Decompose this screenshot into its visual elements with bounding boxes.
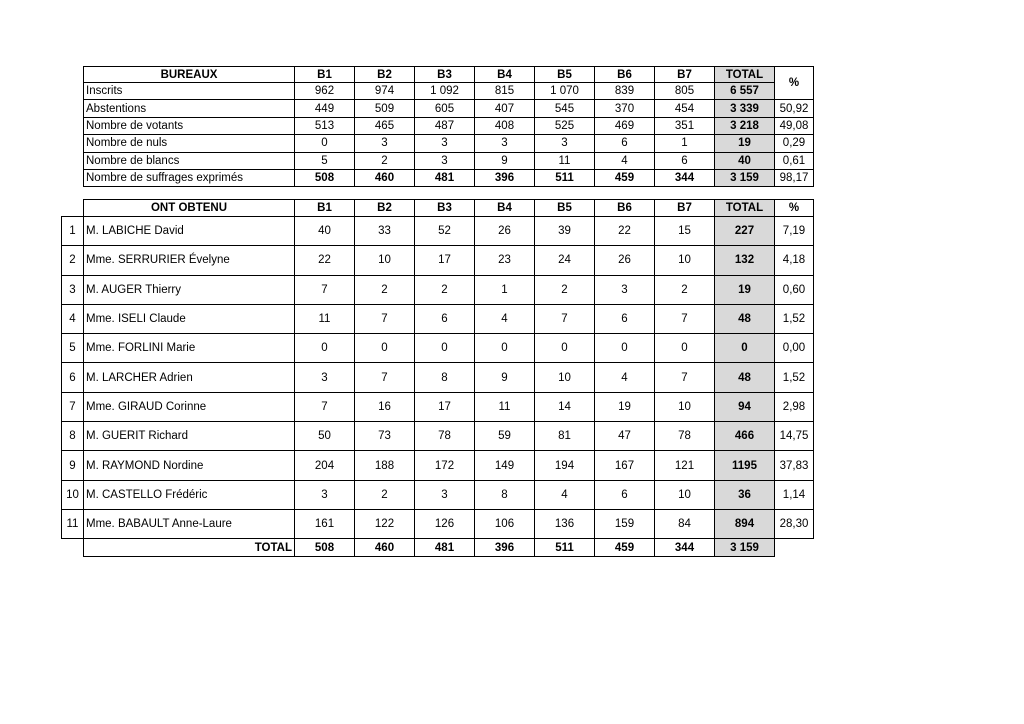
candidate-row <box>62 480 814 509</box>
candidate-name: M. GUERIT Richard <box>84 422 295 451</box>
candidate-number: 10 <box>62 480 84 509</box>
row-label: Inscrits <box>84 83 295 100</box>
bureaux-header-label: BUREAUX <box>84 67 295 83</box>
total-row-cell: 511 <box>535 539 595 557</box>
vote-cell: 26 <box>475 217 535 246</box>
candidate-number: 1 <box>62 217 84 246</box>
total-cell: 3 339 <box>715 100 775 117</box>
bureaux-row <box>84 83 814 100</box>
bureaux-row <box>84 169 814 186</box>
total-cell: 36 <box>715 480 775 509</box>
candidate-row <box>62 217 814 246</box>
table-cell: 511 <box>535 169 595 186</box>
total-cell: 1195 <box>715 451 775 480</box>
vote-cell: 26 <box>595 246 655 275</box>
candidate-number: 3 <box>62 275 84 304</box>
total-cell: 19 <box>715 275 775 304</box>
candidate-name: Mme. GIRAUD Corinne <box>84 392 295 421</box>
table-cell: 508 <box>295 169 355 186</box>
percent-cell: 50,92 <box>775 100 814 117</box>
column-header: B2 <box>355 200 415 217</box>
total-cell: 19 <box>715 135 775 152</box>
bureaux-row <box>84 117 814 134</box>
candidate-name: M. RAYMOND Nordine <box>84 451 295 480</box>
candidate-number: 6 <box>62 363 84 392</box>
vote-cell: 167 <box>595 451 655 480</box>
table-cell: 0 <box>295 135 355 152</box>
vote-cell: 11 <box>295 304 355 333</box>
vote-cell: 15 <box>655 217 715 246</box>
vote-cell: 39 <box>535 217 595 246</box>
vote-cell: 19 <box>595 392 655 421</box>
column-header: B7 <box>655 67 715 83</box>
table-cell: 974 <box>355 83 415 100</box>
row-label: Abstentions <box>84 100 295 117</box>
vote-cell: 7 <box>655 363 715 392</box>
spacer-cell <box>62 200 84 217</box>
table-cell: 469 <box>595 117 655 134</box>
vote-cell: 2 <box>655 275 715 304</box>
table-cell: 509 <box>355 100 415 117</box>
vote-cell: 73 <box>355 422 415 451</box>
vote-cell: 6 <box>595 304 655 333</box>
total-row-label: TOTAL <box>84 539 295 557</box>
candidate-number: 7 <box>62 392 84 421</box>
vote-cell: 3 <box>415 480 475 509</box>
vote-cell: 7 <box>295 392 355 421</box>
row-label: Nombre de votants <box>84 117 295 134</box>
table-cell: 11 <box>535 152 595 169</box>
candidate-row <box>62 363 814 392</box>
table-cell: 454 <box>655 100 715 117</box>
table-cell: 481 <box>415 169 475 186</box>
vote-cell: 52 <box>415 217 475 246</box>
candidate-number: 5 <box>62 334 84 363</box>
vote-cell: 0 <box>355 334 415 363</box>
total-cell: 94 <box>715 392 775 421</box>
column-header: B4 <box>475 200 535 217</box>
table-cell: 396 <box>475 169 535 186</box>
vote-cell: 24 <box>535 246 595 275</box>
vote-cell: 188 <box>355 451 415 480</box>
table-cell: 1 <box>655 135 715 152</box>
table-cell: 487 <box>415 117 475 134</box>
candidate-row <box>62 392 814 421</box>
total-cell: 48 <box>715 304 775 333</box>
table-cell: 805 <box>655 83 715 100</box>
table-cell: 839 <box>595 83 655 100</box>
candidate-number: 8 <box>62 422 84 451</box>
vote-cell: 17 <box>415 392 475 421</box>
vote-cell: 3 <box>595 275 655 304</box>
percent-cell: 1,14 <box>775 480 814 509</box>
vote-cell: 0 <box>655 334 715 363</box>
percent-column-header: % <box>775 67 814 100</box>
vote-cell: 23 <box>475 246 535 275</box>
spacer-cell <box>62 539 84 557</box>
percent-cell: 2,98 <box>775 392 814 421</box>
total-row-cell: 344 <box>655 539 715 557</box>
total-cell: 466 <box>715 422 775 451</box>
vote-cell: 22 <box>295 246 355 275</box>
column-header: B6 <box>595 200 655 217</box>
vote-cell: 7 <box>295 275 355 304</box>
vote-cell: 0 <box>535 334 595 363</box>
vote-cell: 3 <box>295 480 355 509</box>
column-header: B2 <box>355 67 415 83</box>
vote-cell: 159 <box>595 509 655 538</box>
vote-cell: 7 <box>655 304 715 333</box>
percent-cell: 0,60 <box>775 275 814 304</box>
vote-cell: 1 <box>475 275 535 304</box>
table-cell: 407 <box>475 100 535 117</box>
vote-cell: 10 <box>535 363 595 392</box>
vote-cell: 8 <box>475 480 535 509</box>
table-cell: 5 <box>295 152 355 169</box>
vote-cell: 4 <box>535 480 595 509</box>
vote-cell: 84 <box>655 509 715 538</box>
vote-cell: 2 <box>415 275 475 304</box>
vote-cell: 0 <box>475 334 535 363</box>
total-cell: 132 <box>715 246 775 275</box>
vote-cell: 204 <box>295 451 355 480</box>
table-cell: 408 <box>475 117 535 134</box>
table-cell: 3 <box>415 152 475 169</box>
table-cell: 2 <box>355 152 415 169</box>
total-cell: 3 218 <box>715 117 775 134</box>
vote-cell: 172 <box>415 451 475 480</box>
percent-cell: 28,30 <box>775 509 814 538</box>
candidate-row <box>62 304 814 333</box>
table-cell: 449 <box>295 100 355 117</box>
vote-cell: 47 <box>595 422 655 451</box>
vote-cell: 14 <box>535 392 595 421</box>
table-cell: 525 <box>535 117 595 134</box>
column-header: B3 <box>415 200 475 217</box>
column-header: B1 <box>295 67 355 83</box>
candidate-number: 2 <box>62 246 84 275</box>
percent-cell: 37,83 <box>775 451 814 480</box>
vote-cell: 22 <box>595 217 655 246</box>
vote-cell: 78 <box>415 422 475 451</box>
total-cell: 894 <box>715 509 775 538</box>
table-cell: 815 <box>475 83 535 100</box>
percent-cell: 98,17 <box>775 169 814 186</box>
vote-cell: 194 <box>535 451 595 480</box>
vote-cell: 121 <box>655 451 715 480</box>
table-cell: 3 <box>535 135 595 152</box>
vote-cell: 10 <box>655 480 715 509</box>
table-cell: 3 <box>415 135 475 152</box>
bureaux-table <box>83 66 814 187</box>
candidate-name: M. CASTELLO Frédéric <box>84 480 295 509</box>
table-cell: 545 <box>535 100 595 117</box>
candidate-row <box>62 334 814 363</box>
vote-cell: 7 <box>535 304 595 333</box>
vote-cell: 10 <box>655 246 715 275</box>
total-row-cell: 459 <box>595 539 655 557</box>
total-row-cell: 396 <box>475 539 535 557</box>
vote-cell: 2 <box>535 275 595 304</box>
vote-cell: 0 <box>295 334 355 363</box>
vote-cell: 16 <box>355 392 415 421</box>
bureaux-row <box>84 135 814 152</box>
table-cell: 605 <box>415 100 475 117</box>
vote-cell: 2 <box>355 480 415 509</box>
row-label: Nombre de suffrages exprimés <box>84 169 295 186</box>
vote-cell: 4 <box>475 304 535 333</box>
bureaux-header-row <box>84 67 814 83</box>
column-header: B5 <box>535 67 595 83</box>
table-cell: 3 <box>355 135 415 152</box>
total-cell: 3 159 <box>715 169 775 186</box>
table-cell: 344 <box>655 169 715 186</box>
total-cell: 40 <box>715 152 775 169</box>
grand-total-cell: 3 159 <box>715 539 775 557</box>
column-header: B3 <box>415 67 475 83</box>
vote-cell: 33 <box>355 217 415 246</box>
table-cell: 370 <box>595 100 655 117</box>
candidate-number: 4 <box>62 304 84 333</box>
results-header-row <box>62 200 814 217</box>
vote-cell: 11 <box>475 392 535 421</box>
table-cell: 3 <box>475 135 535 152</box>
candidate-row <box>62 246 814 275</box>
vote-cell: 8 <box>415 363 475 392</box>
table-cell: 465 <box>355 117 415 134</box>
column-header: B6 <box>595 67 655 83</box>
column-header: B1 <box>295 200 355 217</box>
percent-cell: 4,18 <box>775 246 814 275</box>
results-table <box>61 199 814 557</box>
vote-cell: 136 <box>535 509 595 538</box>
vote-cell: 78 <box>655 422 715 451</box>
percent-cell: 7,19 <box>775 217 814 246</box>
vote-cell: 7 <box>355 363 415 392</box>
vote-cell: 10 <box>655 392 715 421</box>
table-cell: 460 <box>355 169 415 186</box>
bureaux-row <box>84 152 814 169</box>
candidate-name: M. LARCHER Adrien <box>84 363 295 392</box>
vote-cell: 161 <box>295 509 355 538</box>
table-cell: 6 <box>595 135 655 152</box>
vote-cell: 9 <box>475 363 535 392</box>
vote-cell: 40 <box>295 217 355 246</box>
percent-cell: 0,29 <box>775 135 814 152</box>
total-cell: 48 <box>715 363 775 392</box>
candidate-row <box>62 422 814 451</box>
vote-cell: 6 <box>415 304 475 333</box>
vote-cell: 81 <box>535 422 595 451</box>
vote-cell: 0 <box>595 334 655 363</box>
candidate-name: M. AUGER Thierry <box>84 275 295 304</box>
candidate-number: 9 <box>62 451 84 480</box>
table-cell: 6 <box>655 152 715 169</box>
candidate-name: Mme. ISELI Claude <box>84 304 295 333</box>
vote-cell: 3 <box>295 363 355 392</box>
vote-cell: 2 <box>355 275 415 304</box>
column-header: B5 <box>535 200 595 217</box>
vote-cell: 17 <box>415 246 475 275</box>
total-row-cell: 508 <box>295 539 355 557</box>
table-cell: 4 <box>595 152 655 169</box>
candidate-name: Mme. BABAULT Anne-Laure <box>84 509 295 538</box>
percent-cell: 1,52 <box>775 363 814 392</box>
row-label: Nombre de blancs <box>84 152 295 169</box>
percent-cell: 1,52 <box>775 304 814 333</box>
results-table-body <box>62 200 814 557</box>
total-column-header: TOTAL <box>715 200 775 217</box>
vote-cell: 10 <box>355 246 415 275</box>
results-header-label: ONT OBTENU <box>84 200 295 217</box>
vote-cell: 6 <box>595 480 655 509</box>
spacer-cell <box>775 539 814 557</box>
total-column-header: TOTAL <box>715 67 775 83</box>
candidate-row <box>62 509 814 538</box>
vote-cell: 126 <box>415 509 475 538</box>
percent-column-header: % <box>775 200 814 217</box>
candidate-name: Mme. FORLINI Marie <box>84 334 295 363</box>
table-cell: 1 092 <box>415 83 475 100</box>
candidate-row <box>62 275 814 304</box>
total-cell: 227 <box>715 217 775 246</box>
table-cell: 1 070 <box>535 83 595 100</box>
table-cell: 513 <box>295 117 355 134</box>
vote-cell: 59 <box>475 422 535 451</box>
vote-cell: 149 <box>475 451 535 480</box>
results-total-row <box>62 539 814 557</box>
total-row-cell: 481 <box>415 539 475 557</box>
vote-cell: 106 <box>475 509 535 538</box>
vote-cell: 122 <box>355 509 415 538</box>
row-label: Nombre de nuls <box>84 135 295 152</box>
total-cell: 6 557 <box>715 83 775 100</box>
table-cell: 459 <box>595 169 655 186</box>
vote-cell: 0 <box>415 334 475 363</box>
candidate-number: 11 <box>62 509 84 538</box>
column-header: B4 <box>475 67 535 83</box>
total-cell: 0 <box>715 334 775 363</box>
percent-cell: 0,61 <box>775 152 814 169</box>
bureaux-table-body <box>84 67 814 187</box>
vote-cell: 7 <box>355 304 415 333</box>
vote-cell: 50 <box>295 422 355 451</box>
percent-cell: 14,75 <box>775 422 814 451</box>
vote-cell: 4 <box>595 363 655 392</box>
bureaux-row <box>84 100 814 117</box>
column-header: B7 <box>655 200 715 217</box>
candidate-row <box>62 451 814 480</box>
total-row-cell: 460 <box>355 539 415 557</box>
candidate-name: M. LABICHE David <box>84 217 295 246</box>
table-cell: 9 <box>475 152 535 169</box>
percent-cell: 49,08 <box>775 117 814 134</box>
table-cell: 351 <box>655 117 715 134</box>
table-cell: 962 <box>295 83 355 100</box>
percent-cell: 0,00 <box>775 334 814 363</box>
candidate-name: Mme. SERRURIER Évelyne <box>84 246 295 275</box>
